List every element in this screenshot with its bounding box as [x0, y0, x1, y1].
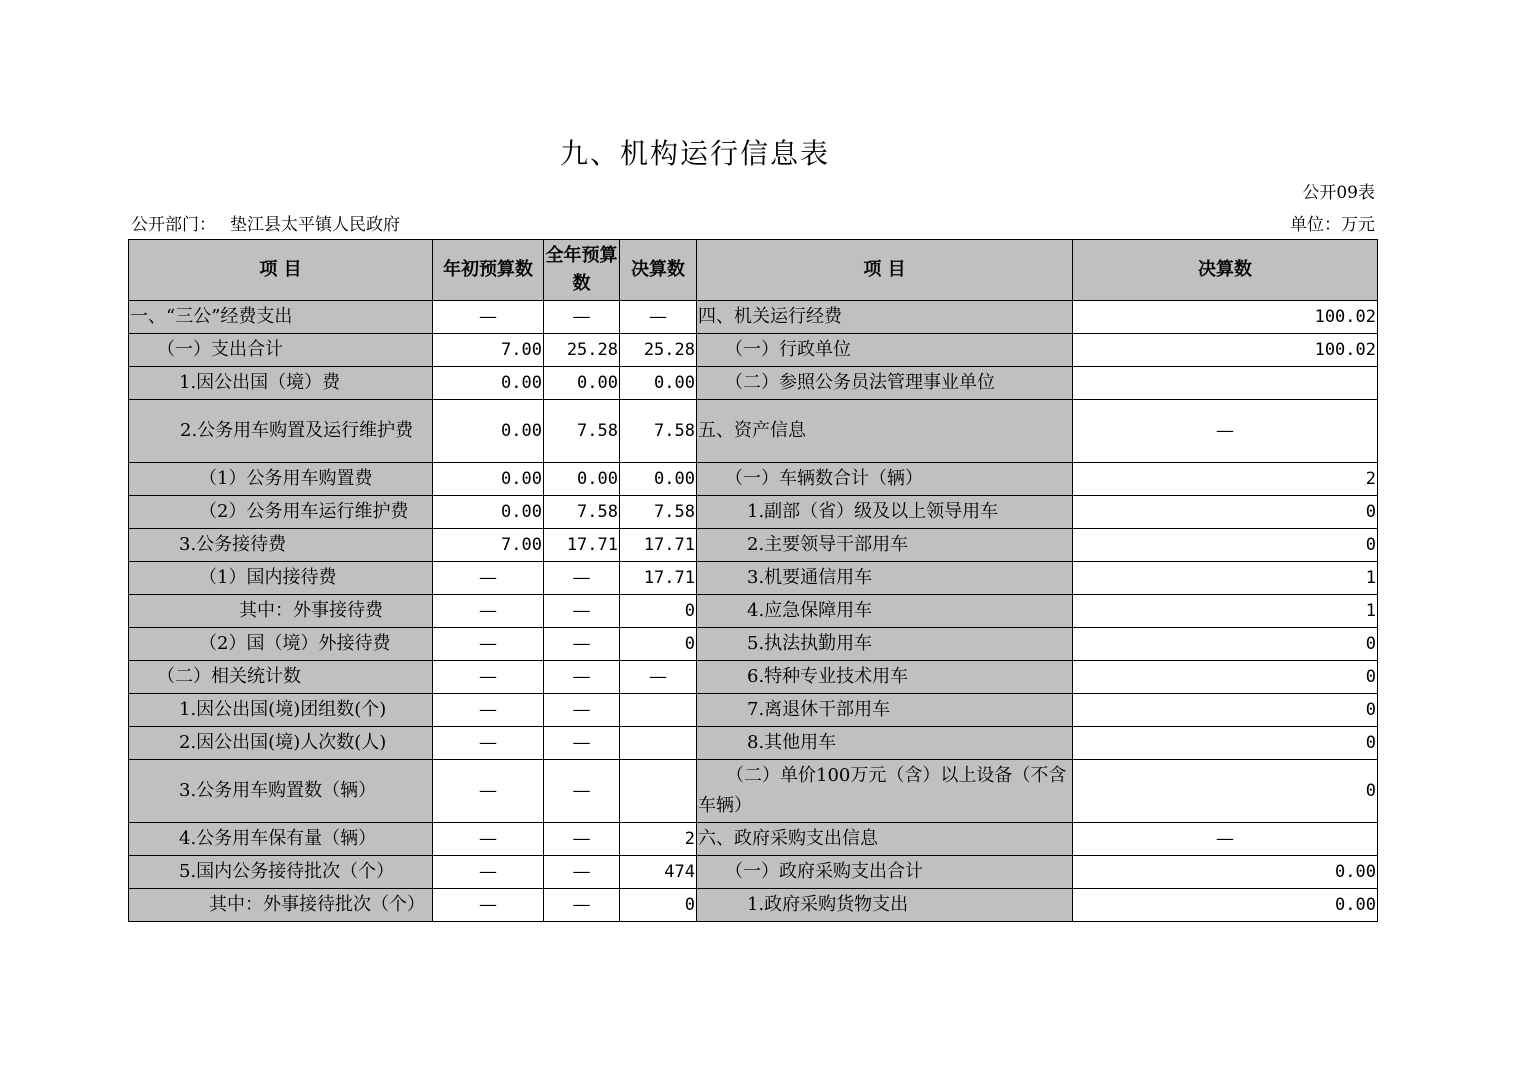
final-left: —: [620, 661, 697, 694]
table-row: [129, 661, 1378, 694]
right-item: （一）政府采购支出合计: [697, 856, 1073, 889]
header-final-left: 决算数: [620, 240, 697, 301]
table-row: [129, 694, 1378, 727]
left-item: （1）公务用车购置费: [129, 463, 433, 496]
right-item: （一）行政单位: [697, 334, 1073, 367]
final-left: [620, 694, 697, 727]
left-item: 5.国内公务接待批次（个）: [129, 856, 433, 889]
full-year-budget: —: [544, 301, 620, 334]
final-right: 0.00: [1073, 889, 1378, 922]
initial-budget: —: [433, 694, 544, 727]
initial-budget: 7.00: [433, 334, 544, 367]
left-item: 2.公务用车购置及运行维护费: [129, 400, 433, 463]
full-year-budget: —: [544, 856, 620, 889]
initial-budget: —: [433, 595, 544, 628]
initial-budget: —: [433, 889, 544, 922]
final-left: 17.71: [620, 529, 697, 562]
final-left: 7.58: [620, 496, 697, 529]
right-item: 7.离退休干部用车: [697, 694, 1073, 727]
left-item: 2.因公出国(境)人次数(人): [129, 727, 433, 760]
right-item: （一）车辆数合计（辆）: [697, 463, 1073, 496]
header-initial-budget: 年初预算数: [433, 240, 544, 301]
unit-label: 单位：万元: [1290, 215, 1375, 235]
final-right: 100.02: [1073, 301, 1378, 334]
info-table: [128, 239, 1378, 922]
full-year-budget: 7.58: [544, 400, 620, 463]
left-item: （一）支出合计: [129, 334, 433, 367]
final-left: 0.00: [620, 463, 697, 496]
page-title: 九、机构运行信息表: [559, 137, 830, 170]
table-row: [129, 823, 1378, 856]
full-year-budget: 25.28: [544, 334, 620, 367]
left-item: 其中：外事接待批次（个）: [129, 889, 433, 922]
final-left: 2: [620, 823, 697, 856]
right-item: 6.特种专业技术用车: [697, 661, 1073, 694]
final-right: 100.02: [1073, 334, 1378, 367]
left-item: 一、“三公”经费支出: [129, 301, 433, 334]
full-year-budget: —: [544, 595, 620, 628]
final-left: 474: [620, 856, 697, 889]
table-row: [129, 301, 1378, 334]
table-row: [129, 760, 1378, 823]
final-right: 1: [1073, 562, 1378, 595]
header-row: [129, 240, 1378, 301]
header-full-year-budget: 全年预算数: [544, 240, 620, 301]
table-row: [129, 367, 1378, 400]
header-item-right: 项 目: [697, 240, 1073, 301]
header-final-right: 决算数: [1073, 240, 1378, 301]
full-year-budget: —: [544, 727, 620, 760]
full-year-budget: —: [544, 661, 620, 694]
initial-budget: —: [433, 760, 544, 823]
department-line: [131, 210, 400, 235]
final-left: 0: [620, 889, 697, 922]
final-right: 2: [1073, 463, 1378, 496]
final-left: 0: [620, 595, 697, 628]
final-left: 17.71: [620, 562, 697, 595]
left-item: （1）国内接待费: [129, 562, 433, 595]
final-right: 0: [1073, 661, 1378, 694]
department-name: 垫江县太平镇人民政府: [230, 215, 400, 235]
final-left: 0: [620, 628, 697, 661]
table-row: [129, 463, 1378, 496]
table-row: [129, 856, 1378, 889]
right-item: 六、政府采购支出信息: [697, 823, 1073, 856]
initial-budget: —: [433, 628, 544, 661]
final-left: —: [620, 301, 697, 334]
right-item: 1.副部（省）级及以上领导用车: [697, 496, 1073, 529]
initial-budget: 7.00: [433, 529, 544, 562]
table-row: [129, 727, 1378, 760]
full-year-budget: —: [544, 562, 620, 595]
full-year-budget: —: [544, 823, 620, 856]
initial-budget: —: [433, 823, 544, 856]
left-item: 1.因公出国(境)团组数(个): [129, 694, 433, 727]
final-right: 0: [1073, 694, 1378, 727]
full-year-budget: —: [544, 760, 620, 823]
left-item: 1.因公出国（境）费: [129, 367, 433, 400]
final-right: [1073, 367, 1378, 400]
right-item: 4.应急保障用车: [697, 595, 1073, 628]
right-item: 8.其他用车: [697, 727, 1073, 760]
initial-budget: 0.00: [433, 496, 544, 529]
final-right: 0: [1073, 760, 1378, 823]
final-right: 0: [1073, 727, 1378, 760]
right-item: （二）单价100万元（含）以上设备（不含车辆）: [697, 760, 1073, 823]
left-item: 3.公务接待费: [129, 529, 433, 562]
header-item-left: 项 目: [129, 240, 433, 301]
final-left: [620, 727, 697, 760]
table-row: [129, 334, 1378, 367]
left-item: 其中：外事接待费: [129, 595, 433, 628]
left-item: （2）国（境）外接待费: [129, 628, 433, 661]
table-row: [129, 496, 1378, 529]
final-left: 25.28: [620, 334, 697, 367]
final-left: 7.58: [620, 400, 697, 463]
full-year-budget: 0.00: [544, 463, 620, 496]
initial-budget: —: [433, 856, 544, 889]
left-item: 3.公务用车购置数（辆）: [129, 760, 433, 823]
initial-budget: 0.00: [433, 400, 544, 463]
right-item: 5.执法执勤用车: [697, 628, 1073, 661]
left-item: （2）公务用车运行维护费: [129, 496, 433, 529]
right-item: 1.政府采购货物支出: [697, 889, 1073, 922]
final-left: 0.00: [620, 367, 697, 400]
full-year-budget: —: [544, 889, 620, 922]
final-left: [620, 760, 697, 823]
table-row: [129, 400, 1378, 463]
right-item: （二）参照公务员法管理事业单位: [697, 367, 1073, 400]
left-item: 4.公务用车保有量（辆）: [129, 823, 433, 856]
full-year-budget: —: [544, 694, 620, 727]
right-item: 五、资产信息: [697, 400, 1073, 463]
full-year-budget: —: [544, 628, 620, 661]
initial-budget: —: [433, 562, 544, 595]
full-year-budget: 0.00: [544, 367, 620, 400]
table-row: [129, 889, 1378, 922]
full-year-budget: 17.71: [544, 529, 620, 562]
table-row: [129, 595, 1378, 628]
right-item: 2.主要领导干部用车: [697, 529, 1073, 562]
final-right: 1: [1073, 595, 1378, 628]
table-row: [129, 529, 1378, 562]
final-right: —: [1073, 823, 1378, 856]
right-item: 3.机要通信用车: [697, 562, 1073, 595]
left-item: （二）相关统计数: [129, 661, 433, 694]
initial-budget: 0.00: [433, 367, 544, 400]
final-right: 0: [1073, 529, 1378, 562]
final-right: 0.00: [1073, 856, 1378, 889]
table-code: 公开09表: [1302, 183, 1375, 203]
full-year-budget: 7.58: [544, 496, 620, 529]
initial-budget: —: [433, 727, 544, 760]
final-right: —: [1073, 400, 1378, 463]
final-right: 0: [1073, 496, 1378, 529]
table-row: [129, 628, 1378, 661]
table-row: [129, 562, 1378, 595]
initial-budget: 0.00: [433, 463, 544, 496]
final-right: 0: [1073, 628, 1378, 661]
department-label: 公开部门：: [131, 215, 216, 235]
initial-budget: —: [433, 301, 544, 334]
right-item: 四、机关运行经费: [697, 301, 1073, 334]
initial-budget: —: [433, 661, 544, 694]
